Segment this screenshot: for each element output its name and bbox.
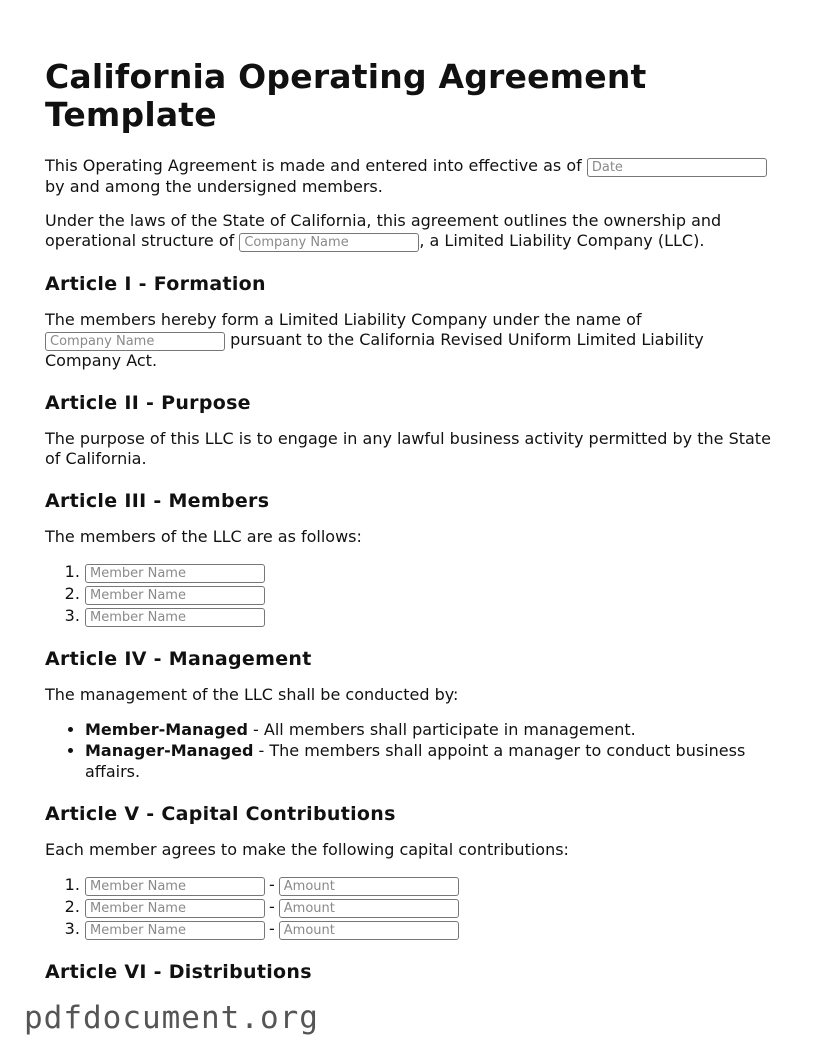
separator: - [269, 897, 275, 916]
list-item [85, 583, 780, 605]
laws-text-before: Under the laws of the State of California, this agreement outlines the ownership and operational structure of [45, 211, 722, 250]
member-name-input-3[interactable] [85, 608, 265, 627]
member-name-input-2[interactable] [85, 586, 265, 605]
separator: - [269, 875, 275, 894]
manager-managed-label: Manager-Managed [85, 741, 254, 760]
management-options-list [45, 719, 780, 782]
members-list [45, 561, 780, 627]
article-5-paragraph: Each member agrees to make the following capital contributions: [45, 840, 569, 859]
contribution-member-input-2[interactable] [85, 899, 265, 918]
formation-company-name-input[interactable] [45, 332, 225, 351]
laws-text-after: , a Limited Liability Company (LLC). [419, 231, 705, 250]
company-name-input[interactable] [239, 233, 419, 252]
list-item [85, 918, 780, 940]
list-item [85, 740, 780, 782]
contribution-amount-input-2[interactable] [279, 899, 459, 918]
article-4-heading: Article IV - Management [45, 648, 312, 670]
list-item [85, 874, 780, 896]
list-item [85, 896, 780, 918]
contribution-amount-input-3[interactable] [279, 921, 459, 940]
watermark: pdfdocument.org [24, 1000, 319, 1036]
contribution-amount-input-1[interactable] [279, 877, 459, 896]
list-item [85, 561, 780, 583]
article-3-paragraph: The members of the LLC are as follows: [45, 527, 362, 546]
article-6-heading: Article VI - Distributions [45, 961, 312, 983]
article-1-text-after: pursuant to the California Revised Uniform Limited Liability Company Act. [45, 330, 704, 370]
page-title: California Operating Agreement Template [45, 57, 647, 134]
date-input[interactable] [587, 158, 767, 177]
article-1-text-before: The members hereby form a Limited Liability Company under the name of [45, 310, 642, 329]
article-2-heading: Article II - Purpose [45, 392, 251, 414]
intro-text-after: by and among the undersigned members. [45, 177, 383, 196]
separator: - [269, 919, 275, 938]
intro-paragraph [45, 156, 780, 197]
article-1-paragraph [45, 310, 780, 371]
article-1-heading: Article I - Formation [45, 273, 266, 295]
intro-text-before: This Operating Agreement is made and entered into effective as of [45, 156, 587, 175]
article-3-heading: Article III - Members [45, 490, 270, 512]
list-item [85, 605, 780, 627]
laws-paragraph [45, 211, 780, 252]
article-5-heading: Article V - Capital Contributions [45, 803, 396, 825]
member-managed-description: - All members shall participate in management. [247, 720, 636, 739]
contribution-member-input-3[interactable] [85, 921, 265, 940]
article-2-paragraph: The purpose of this LLC is to engage in any lawful business activity permitted by the State of California. [45, 429, 771, 468]
contribution-member-input-1[interactable] [85, 877, 265, 896]
member-name-input-1[interactable] [85, 564, 265, 583]
manager-managed-description: - The members shall appoint a manager to conduct business affairs. [85, 741, 746, 781]
list-item [85, 719, 780, 740]
contributions-list [45, 874, 780, 940]
member-managed-label: Member-Managed [85, 720, 248, 739]
article-4-paragraph: The management of the LLC shall be conducted by: [45, 685, 459, 704]
document-page [45, 58, 780, 998]
